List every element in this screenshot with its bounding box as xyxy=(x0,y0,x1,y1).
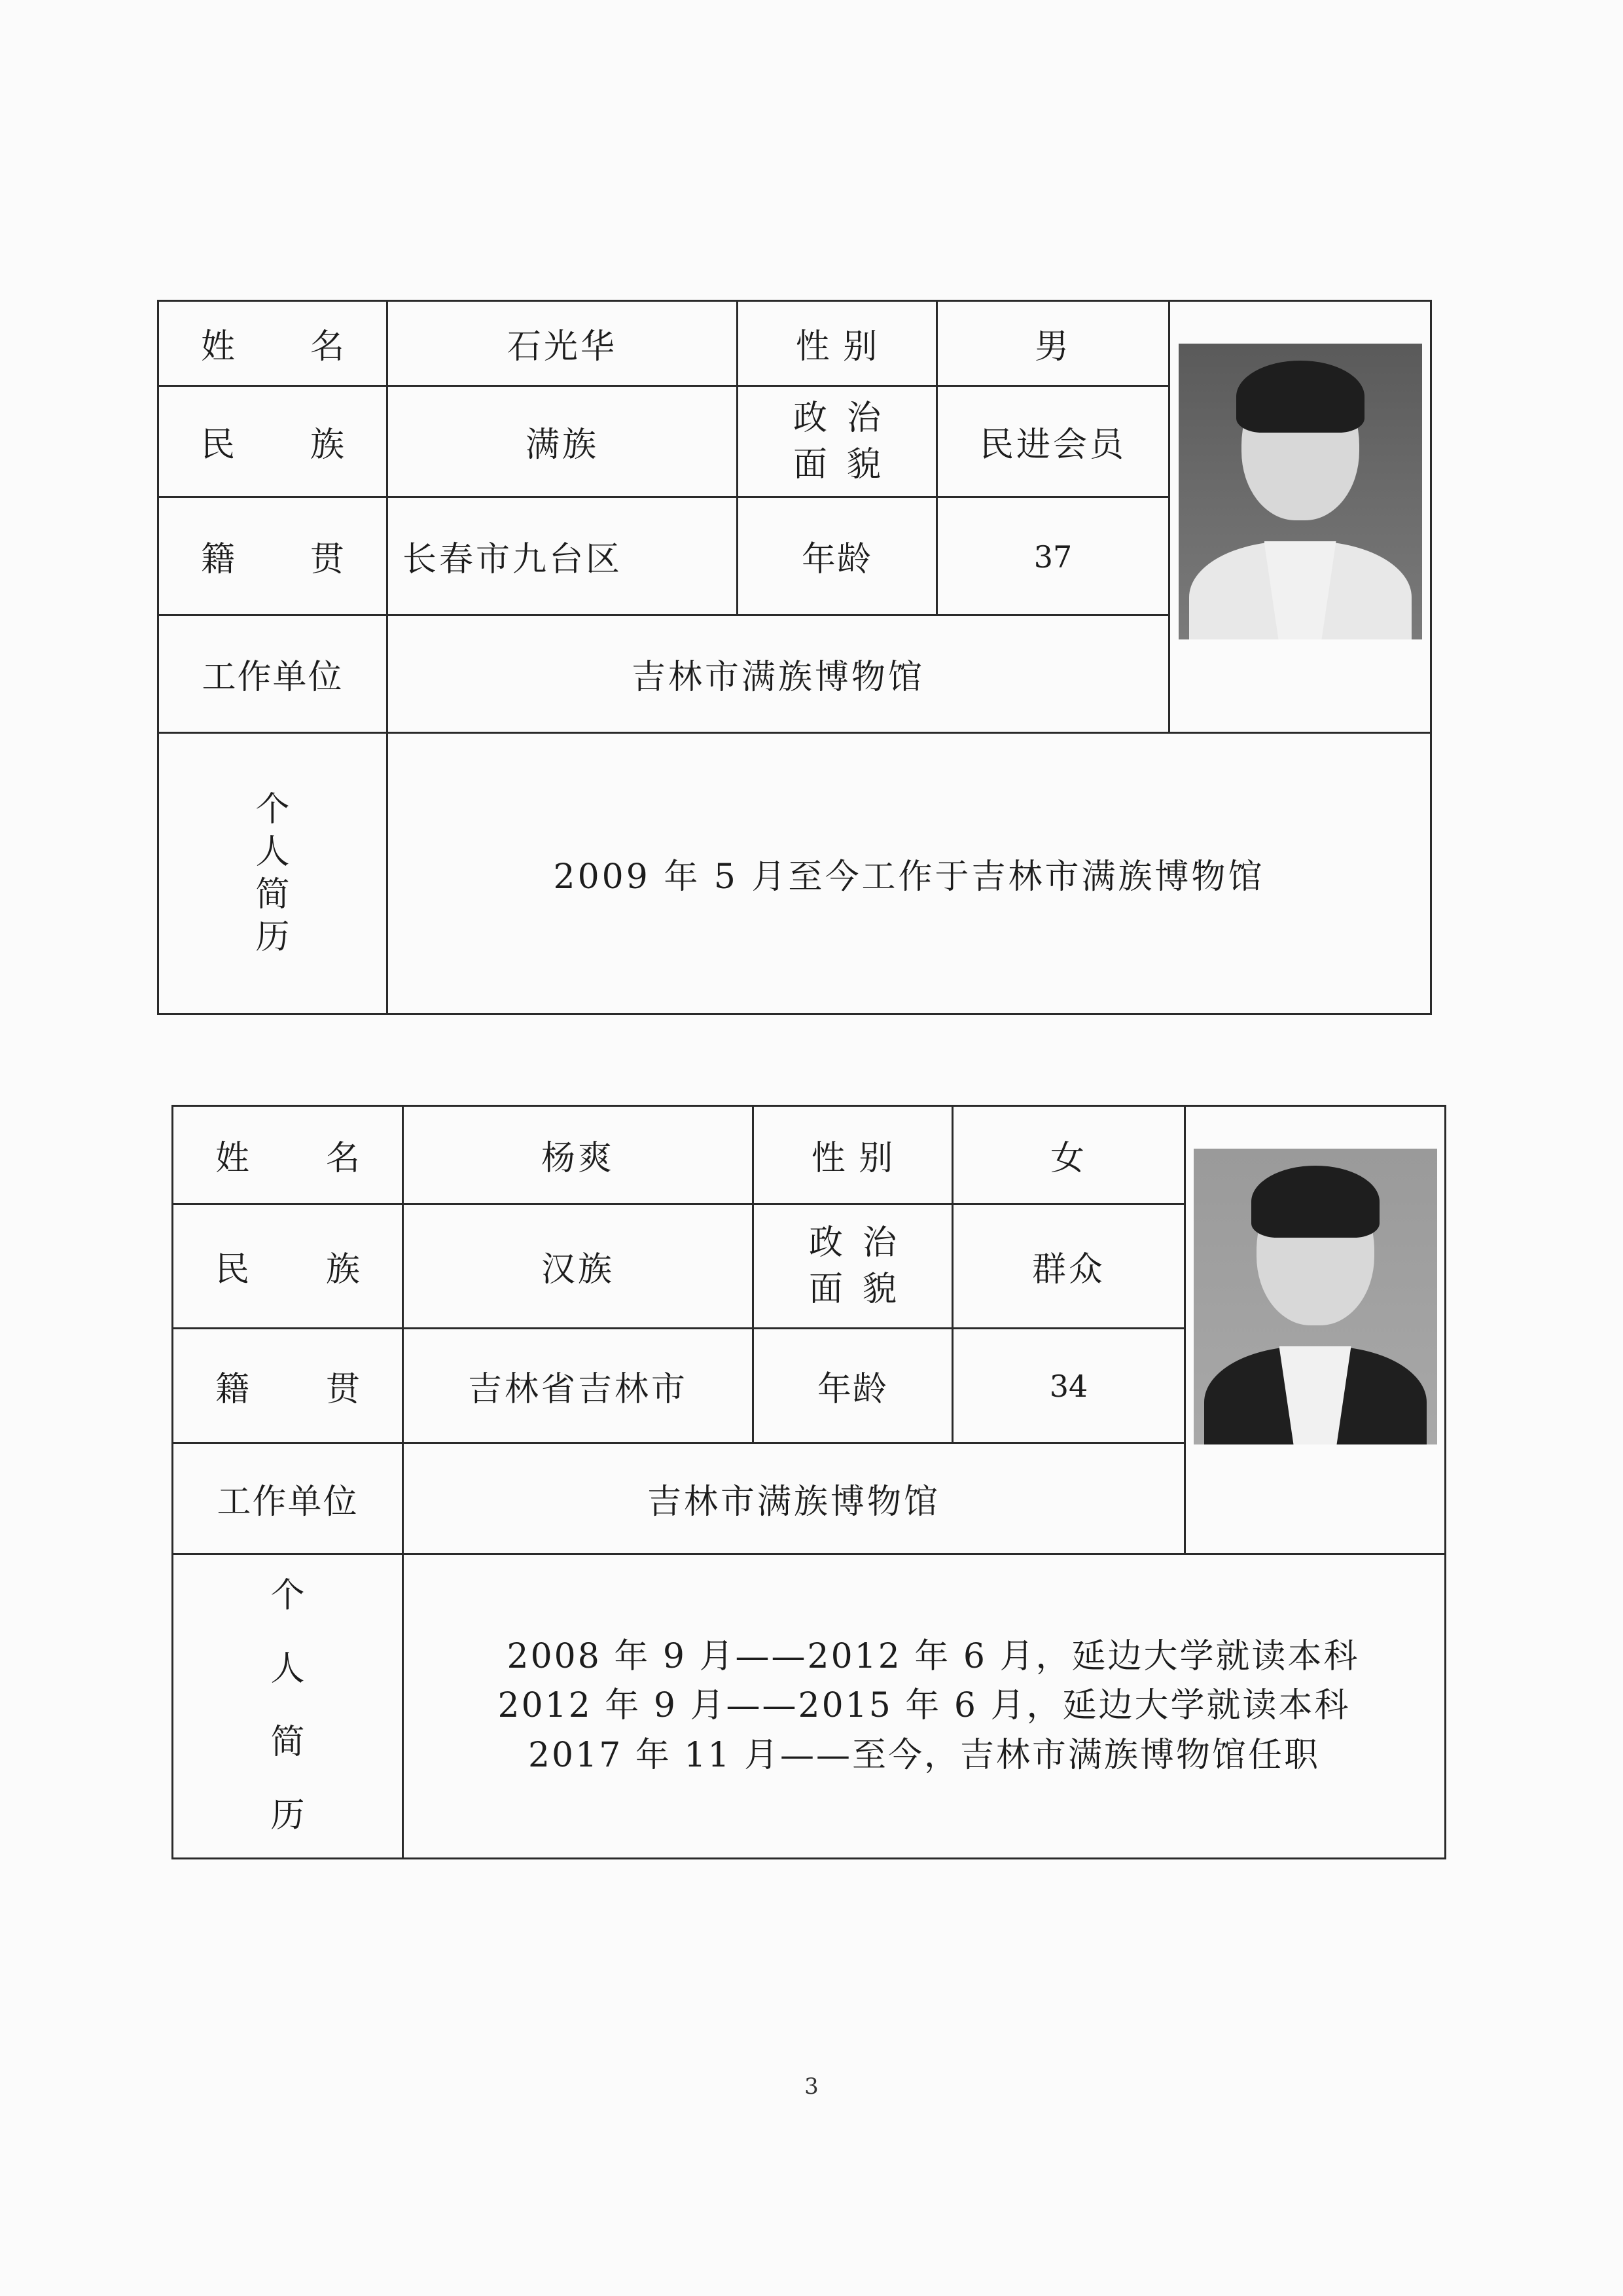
political-value: 民进会员 xyxy=(937,386,1169,497)
work-unit-label: 工作单位 xyxy=(173,1443,403,1554)
age-label: 年龄 xyxy=(738,497,937,615)
name-value: 杨爽 xyxy=(403,1106,753,1204)
name-label: 姓 名 xyxy=(173,1106,403,1204)
photo-cell xyxy=(1185,1106,1446,1554)
work-unit-value: 吉林市满族博物馆 xyxy=(387,615,1169,733)
resume-label: 个 人 简 历 xyxy=(173,1554,403,1859)
origin-value: 长春市九台区 xyxy=(387,497,738,615)
resume-line: 2017 年 11 月——至今，吉林市满族博物馆任职 xyxy=(527,1735,1321,1775)
resume-content: 2009 年 5 月至今工作于吉林市满族博物馆 xyxy=(387,733,1431,1014)
resume-line: 2012 年 9 月——2015 年 6 月，延边大学就读本科 xyxy=(497,1686,1351,1726)
origin-value: 吉林省吉林市 xyxy=(403,1329,753,1443)
political-value: 群众 xyxy=(953,1204,1185,1329)
gender-label: 性 别 xyxy=(753,1106,953,1204)
gender-value: 女 xyxy=(953,1106,1185,1204)
name-value: 石光华 xyxy=(387,301,738,386)
ethnicity-value: 满族 xyxy=(387,386,738,497)
political-label: 政治 面貌 xyxy=(738,386,937,497)
ethnicity-label: 民 族 xyxy=(173,1204,403,1329)
work-unit-label: 工作单位 xyxy=(158,615,387,733)
resume-line: 2008 年 9 月——2012 年 6 月，延边大学就读本科 xyxy=(507,1636,1360,1676)
profile-table-1 xyxy=(157,300,1430,1013)
resume-label: 个 人 简 历 xyxy=(158,733,387,1014)
page-number: 3 xyxy=(804,2073,819,2100)
name-label: 姓 名 xyxy=(158,301,387,386)
resume-content xyxy=(403,1554,1446,1859)
age-label: 年龄 xyxy=(753,1329,953,1443)
work-unit-value: 吉林市满族博物馆 xyxy=(403,1443,1185,1554)
origin-label: 籍 贯 xyxy=(173,1329,403,1443)
portrait-photo xyxy=(1179,344,1422,639)
gender-label: 性 别 xyxy=(738,301,937,386)
profile-table-2 xyxy=(171,1105,1444,1857)
origin-label: 籍 贯 xyxy=(158,497,387,615)
age-value: 37 xyxy=(937,497,1169,615)
gender-value: 男 xyxy=(937,301,1169,386)
ethnicity-value: 汉族 xyxy=(403,1204,753,1329)
portrait-photo xyxy=(1194,1149,1437,1444)
photo-cell xyxy=(1169,301,1431,733)
age-value: 34 xyxy=(953,1329,1185,1443)
political-label: 政治 面貌 xyxy=(753,1204,953,1329)
ethnicity-label: 民 族 xyxy=(158,386,387,497)
